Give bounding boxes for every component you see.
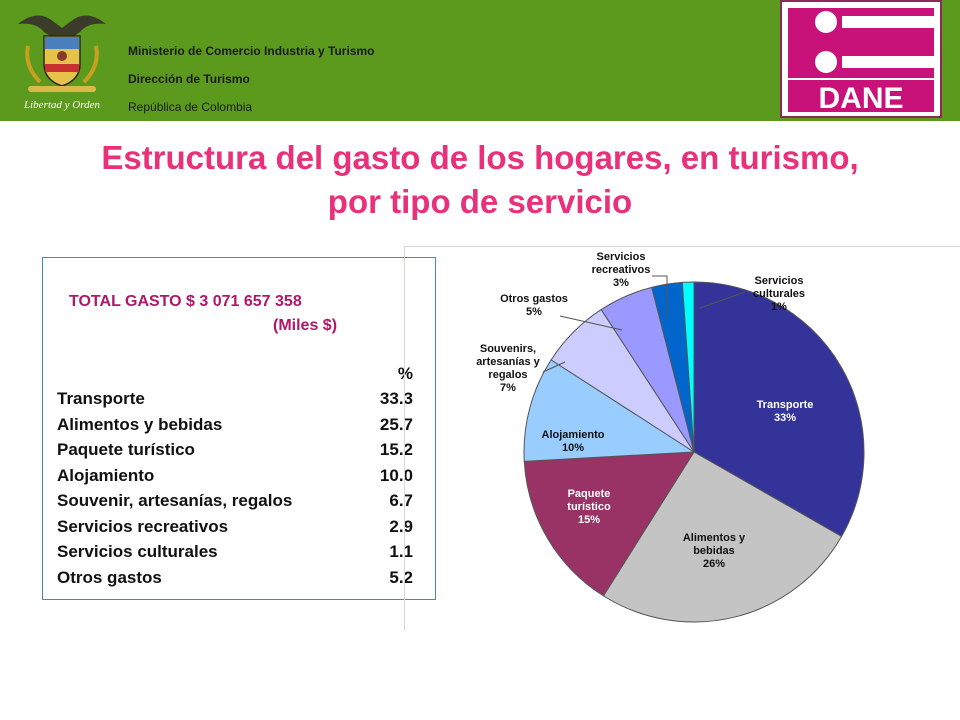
ministry-name: Ministerio de Comercio Industria y Turismo bbox=[128, 44, 375, 58]
slice-label: Paquete turístico 15% bbox=[567, 488, 611, 526]
row-label: Servicios culturales bbox=[57, 542, 218, 561]
row-value: 15.2 bbox=[379, 440, 413, 459]
slice-label: Servicios recreativos 3% bbox=[591, 251, 651, 289]
ministry-country: República de Colombia bbox=[128, 100, 253, 114]
row-label: Transporte bbox=[57, 389, 145, 408]
row-label: Souvenir, artesanías, regalos bbox=[57, 491, 293, 510]
percent-column-header: % bbox=[397, 364, 413, 383]
row-label: Alojamiento bbox=[57, 465, 155, 485]
row-value: 1.1 bbox=[389, 542, 413, 561]
total-spending-label: TOTAL GASTO $ 3 071 657 358 bbox=[69, 293, 302, 310]
row-value: 33.3 bbox=[379, 389, 413, 408]
slice-label: Alimentos y bebidas 26% bbox=[682, 532, 746, 570]
slice-label: Servicios culturales 1% bbox=[753, 275, 805, 313]
slice-label: Alojamiento 10% bbox=[541, 429, 605, 454]
row-value: 25.7 bbox=[379, 414, 413, 434]
page-title-line1: Estructura del gasto de los hogares, en turismo, bbox=[101, 139, 859, 176]
slice-label: Otros gastos 5% bbox=[500, 293, 568, 318]
slice-label: Souvenirs, artesanías y regalos 7% bbox=[476, 343, 540, 394]
slice-label: Transporte 33% bbox=[756, 399, 814, 424]
row-label: Paquete turístico bbox=[57, 440, 195, 459]
row-value: 6.7 bbox=[389, 491, 413, 510]
crest-motto: Libertad y Orden bbox=[24, 99, 100, 111]
row-value: 5.2 bbox=[389, 567, 413, 587]
row-label: Servicios recreativos bbox=[57, 516, 229, 536]
ministry-division: Dirección de Turismo bbox=[128, 72, 250, 86]
page-title-line2: por tipo de servicio bbox=[327, 183, 633, 220]
row-value: 2.9 bbox=[389, 516, 413, 536]
dane-logo-text: DANE bbox=[818, 82, 904, 115]
row-label: Otros gastos bbox=[57, 567, 162, 587]
row-label: Alimentos y bebidas bbox=[57, 414, 223, 434]
total-spending-units: (Miles $) bbox=[273, 317, 338, 334]
row-value: 10.0 bbox=[379, 465, 413, 485]
